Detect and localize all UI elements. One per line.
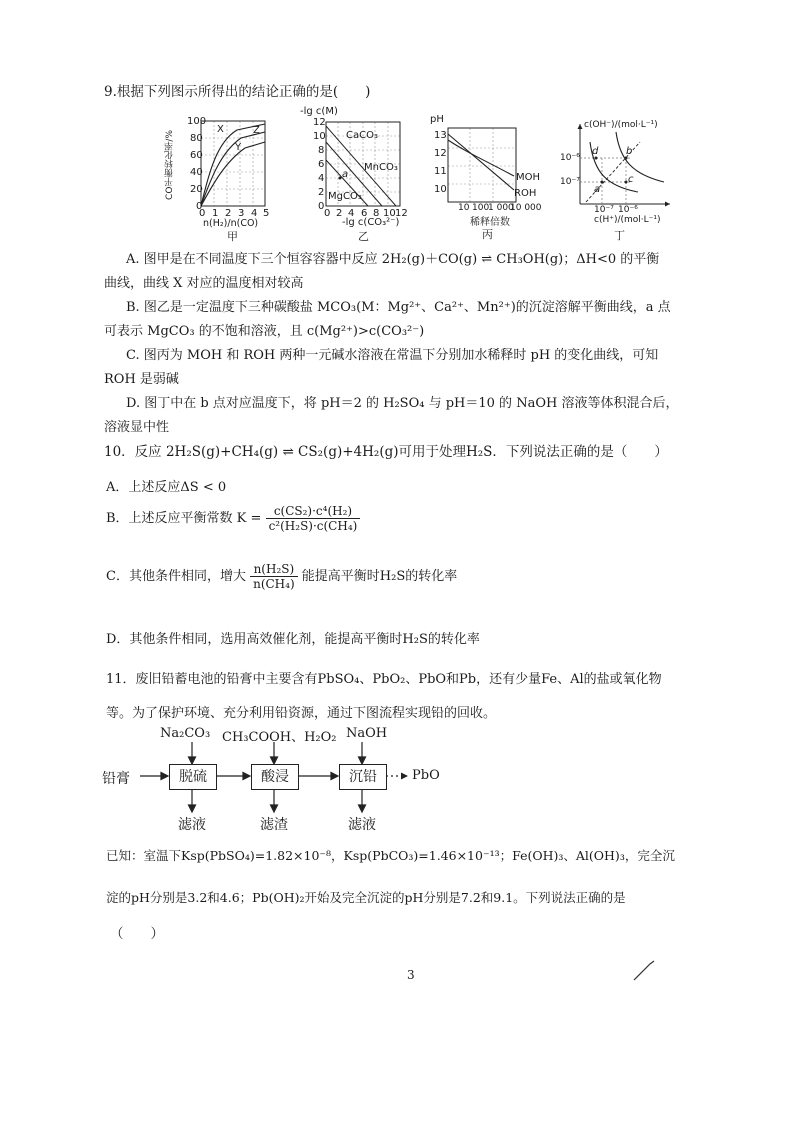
graph-jia	[165, 112, 283, 243]
jia-xtick: 3	[238, 208, 245, 219]
yi-ytick: 12	[313, 117, 326, 128]
jia-ytick: 0	[196, 201, 203, 212]
bing-ylabel: pH	[430, 114, 444, 125]
flow-reagent-naoh: NaOH	[346, 726, 388, 741]
yi-ytick: 6	[318, 159, 325, 170]
bing-xtick: 100	[472, 203, 490, 213]
page-number: 3	[407, 968, 415, 982]
jia-xtick: 5	[263, 208, 270, 219]
flow-step-desulfurize: 脱硫	[169, 764, 217, 790]
ding-xtick: 10⁻⁷	[594, 205, 614, 215]
q9-option-b-line2: 可表示 MgCO₃ 的不饱和溶液，且 c(Mg²⁺)>c(CO₃²⁻)	[104, 324, 425, 339]
curve-label-x: X	[217, 124, 224, 135]
q10-option-b-fraction	[266, 504, 361, 533]
yi-ytick: 2	[318, 187, 325, 198]
q10-option-c	[106, 562, 457, 591]
q9-option-c-line1: C. 图丙为 MOH 和 ROH 两种一元碱水溶液在常温下分别加水稀释时 pH 的变化曲线，可知	[126, 348, 659, 363]
fraction-numerator: n(H₂S)	[250, 562, 298, 577]
caption-ding: 丁	[614, 229, 625, 242]
yi-xtick: 8	[373, 208, 380, 219]
flow-output-filtrate-2: 滤液	[348, 817, 376, 833]
bing-ytick: 12	[434, 148, 447, 159]
jia-ylabel: CO平衡转化率/%	[165, 130, 175, 200]
ding-xtick: 10⁻⁶	[618, 205, 638, 215]
caption-bing: 丙	[482, 228, 493, 241]
point-a-label: a	[594, 184, 601, 195]
jia-xtick: 4	[251, 208, 258, 219]
line-label-roh: ROH	[514, 188, 537, 199]
q9-option-b-line1: B. 图乙是一定温度下三种碳酸盐 MCO₃(M：Mg²⁺、Ca²⁺、Mn²⁺)的沉淀溶解平衡曲线，a 点	[126, 300, 671, 315]
jia-ytick: 80	[190, 133, 203, 144]
yi-ytick: 8	[318, 145, 325, 156]
line-label-moh: MOH	[516, 172, 541, 183]
flow-product-pbo: PbO	[412, 768, 440, 783]
yi-xtick: 12	[395, 208, 408, 219]
flow-reagent-na2co3: Na₂CO₃	[160, 726, 211, 741]
q10-option-c-suffix: 能提高平衡时H₂S的转化率	[301, 569, 458, 584]
jia-xlabel: n(H₂)/n(CO)	[203, 218, 259, 229]
q11-answer-bracket: （ ）	[110, 926, 164, 942]
yi-ytick: 10	[313, 131, 326, 142]
q10-option-b-prefix: B．上述反应平衡常数 K =	[106, 511, 262, 526]
point-a-label: a	[342, 169, 349, 180]
q10-option-c-fraction	[250, 562, 298, 591]
pen-mark	[630, 958, 658, 984]
q11-stem-line1: 11．废旧铅蓄电池的铅膏中主要含有PbSO₄、PbO₂、PbO和Pb，还有少量Fe、Al的盐或氧化物	[106, 672, 662, 687]
jia-ytick: 100	[187, 116, 207, 127]
caption-jia: 甲	[227, 230, 238, 243]
graph-yi	[300, 104, 410, 243]
q10-option-b	[106, 504, 360, 533]
line-label-mnco3: MnCO₃	[364, 162, 398, 173]
yi-xtick: 0	[324, 208, 331, 219]
jia-xtick: 0	[199, 208, 206, 219]
line-label-mgco3: MgCO₃	[328, 191, 362, 202]
fraction-denominator: c²(H₂S)·c(CH₄)	[268, 519, 358, 533]
flow-step-acid-leach: 酸浸	[251, 764, 299, 790]
bing-ytick: 13	[434, 130, 447, 141]
yi-ytick: 4	[318, 173, 325, 184]
flow-output-filtrate-1: 滤液	[178, 817, 206, 833]
curve-label-y: Y	[235, 142, 242, 153]
q9-option-a-line2: 曲线，曲线 X 对应的温度相对较高	[104, 276, 304, 291]
q10-option-c-prefix: C．其他条件相同，增大	[106, 569, 246, 584]
bing-xtick: 10	[458, 203, 470, 213]
yi-xtick: 2	[336, 208, 343, 219]
q9-option-a-line1: A. 图甲是在不同温度下三个恒容容器中反应 2H₂(g)＋CO(g) ⇌ CH₃OH(g)；ΔH<0 的平衡	[126, 252, 660, 267]
q11-stem-line2: 等。为了保护环境、充分利用铅资源，通过下图流程实现铅的回收。	[106, 706, 497, 721]
curve-label-z: Z	[253, 125, 260, 136]
ding-ylabel: c(OH⁻)/(mol·L⁻¹)	[584, 120, 658, 130]
yi-xtick: 4	[348, 208, 355, 219]
bing-xtick: 1 000	[488, 203, 514, 213]
flow-step-precipitate-lead: 沉铅	[339, 764, 387, 790]
q9-option-d-line1: D. 图丁中在 b 点对应温度下，将 pH＝2 的 H₂SO₄ 与 pH＝10 的 NaOH 溶液等体积混合后，	[126, 396, 679, 411]
q9-option-c-line2: ROH 是弱碱	[104, 372, 179, 387]
q11-known-line1: 已知：室温下Ksp(PbSO₄)=1.82×10⁻⁸，Ksp(PbCO₃)=1.46×10⁻¹³；Fe(OH)₃、Al(OH)₃，完全沉	[106, 848, 675, 863]
caption-yi: 乙	[358, 230, 369, 243]
ding-xlabel: c(H⁺)/(mol·L⁻¹)	[594, 215, 661, 225]
q9-option-d-line2: 溶液显中性	[104, 420, 170, 435]
point-b-label: b	[626, 146, 633, 157]
point-c-label: c	[628, 174, 634, 185]
graph-ding	[560, 112, 680, 240]
flow-start-lead-paste: 铅膏	[102, 771, 130, 787]
bing-xlabel: 稀释倍数	[470, 217, 510, 228]
line-label-caco3: CaCO₃	[346, 130, 378, 141]
yi-xtick: 6	[361, 208, 368, 219]
fraction-numerator: c(CS₂)·c⁴(H₂)	[266, 504, 361, 519]
bing-ytick: 11	[434, 166, 447, 177]
q11-known-line2: 淀的pH分别是3.2和4.6；Pb(OH)₂开始及完全沉淀的pH分别是7.2和9.1。下列说法正确的是	[106, 890, 626, 905]
bing-xtick: 10 000	[510, 203, 542, 213]
q9-stem: 9.根据下列图示所得出的结论正确的是( )	[104, 84, 371, 100]
jia-ytick: 20	[190, 184, 203, 195]
jia-xtick: 2	[225, 208, 232, 219]
fraction-denominator: n(CH₄)	[253, 577, 295, 591]
yi-xlabel: -lg c(CO₃²⁻)	[342, 217, 400, 228]
ding-ytick: 10⁻⁶	[560, 153, 580, 163]
q10-option-d: D．其他条件相同，选用高效催化剂，能提高平衡时H₂S的转化率	[106, 632, 480, 647]
yi-ylabel: -lg c(M)	[300, 106, 338, 117]
yi-ytick: 0	[318, 201, 325, 212]
flow-diagram	[100, 724, 460, 836]
q10-option-a: A．上述反应ΔS < 0	[106, 480, 227, 495]
flow-reagent-ch3cooh-h2o2: CH₃COOH、H₂O₂	[222, 730, 337, 745]
q10-stem: 10．反应 2H₂S(g)+CH₄(g) ⇌ CS₂(g)+4H₂(g)可用于处理H₂S．下列说法正确的是（ ）	[104, 444, 668, 460]
jia-ytick: 60	[190, 150, 203, 161]
bing-ytick: 10	[434, 184, 447, 195]
jia-ytick: 40	[190, 167, 203, 178]
flow-output-residue: 滤渣	[260, 817, 288, 833]
point-d-label: d	[592, 146, 599, 157]
ding-ytick: 10⁻⁷	[560, 177, 580, 187]
jia-xtick: 1	[212, 208, 219, 219]
yi-xtick: 10	[383, 208, 396, 219]
graph-bing	[430, 110, 545, 240]
